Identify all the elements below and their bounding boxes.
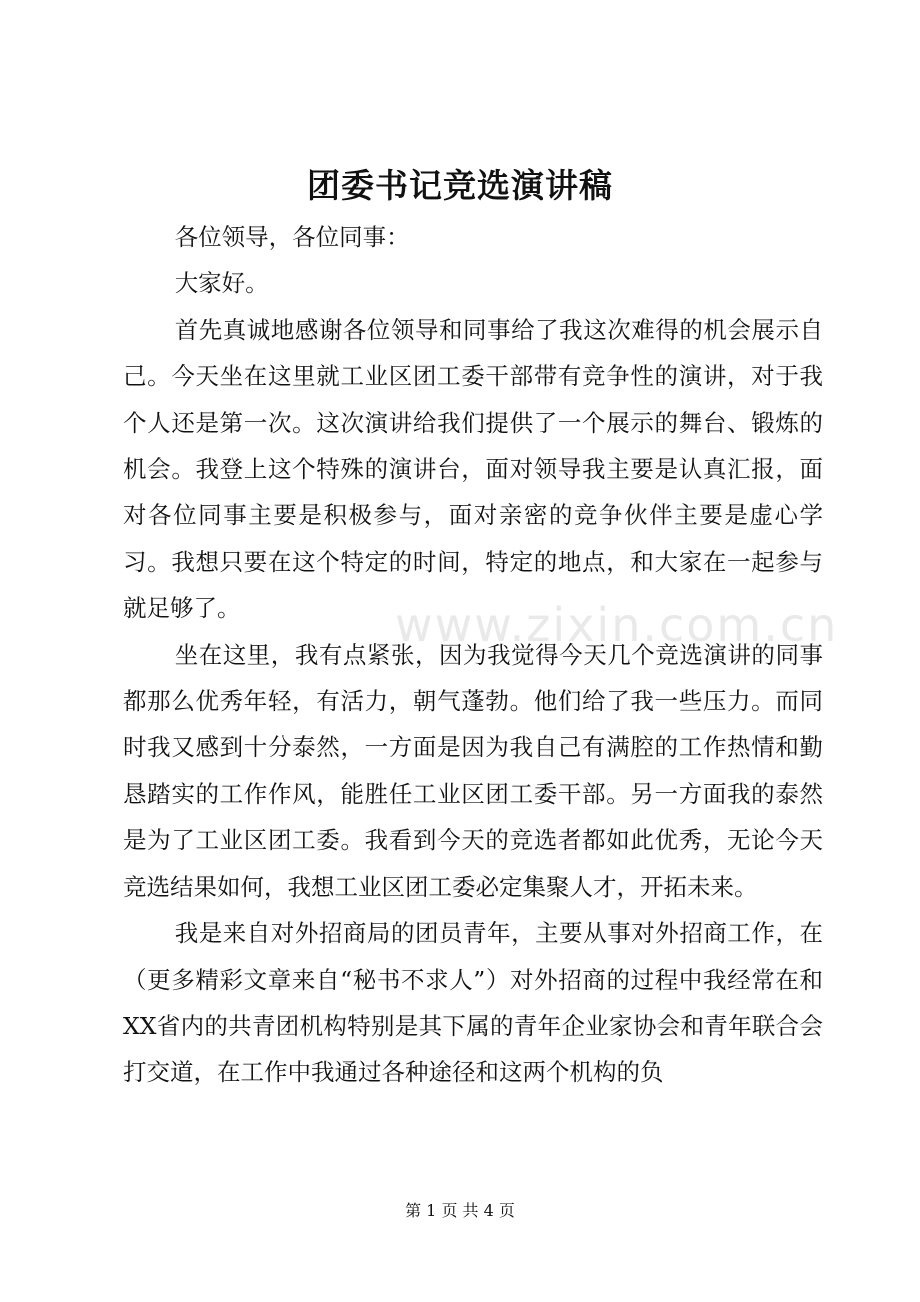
document-title: 团委书记竞选演讲稿	[307, 166, 613, 205]
paragraph-nervous: 坐在这里，我有点紧张，因为我觉得今天几个竞选演讲的同事都那么优秀年轻，有活力，朝气蓬勃。他们给了我一些压力。而同时我又感到十分泰然，一方面是因为我自己有满腔的工作热情和勤恳踏实的工作作风，能胜任工业区团工委干部。另一方面我的泰然是为了工业区团工委。我看到今天的竞选者都如此优秀，无论今天竞选结果如何，我想工业区团工委必定集聚人才，开拓未来。	[123, 640, 823, 901]
page-footer: 第 1 页 共 4 页	[405, 1201, 515, 1220]
paragraph-greeting: 大家好。	[174, 269, 269, 298]
paragraph-background: 我是来自对外招商局的团员青年，主要从事对外招商工作，在（更多精彩文章来自“秘书不求人”）对外招商的过程中我经常在和XX省内的共青团机构特别是其下属的青年企业家协会和青年联合会打交道，在工作中我通过各种途径和这两个机构的负	[123, 919, 823, 1087]
paragraph-salutation: 各位领导，各位同事：	[174, 223, 410, 251]
paragraph-thanks: 首先真诚地感谢各位领导和同事给了我这次难得的机会展示自己。今天坐在这里就工业区团工委干部带有竞争性的演讲，对于我个人还是第一次。这次演讲给我们提供了一个展示的舞台、锻炼的机会。我登上这个特殊的演讲台，面对领导我主要是认真汇报，面对各位同事主要是积极参与，面对亲密的竞争伙伴主要是虚心学习。我想只要在这个特定的时间，特定的地点，和大家在一起参与就足够了。	[123, 315, 823, 623]
watermark: www.zixin.com.cn	[395, 598, 839, 652]
document-body	[123, 214, 823, 1096]
